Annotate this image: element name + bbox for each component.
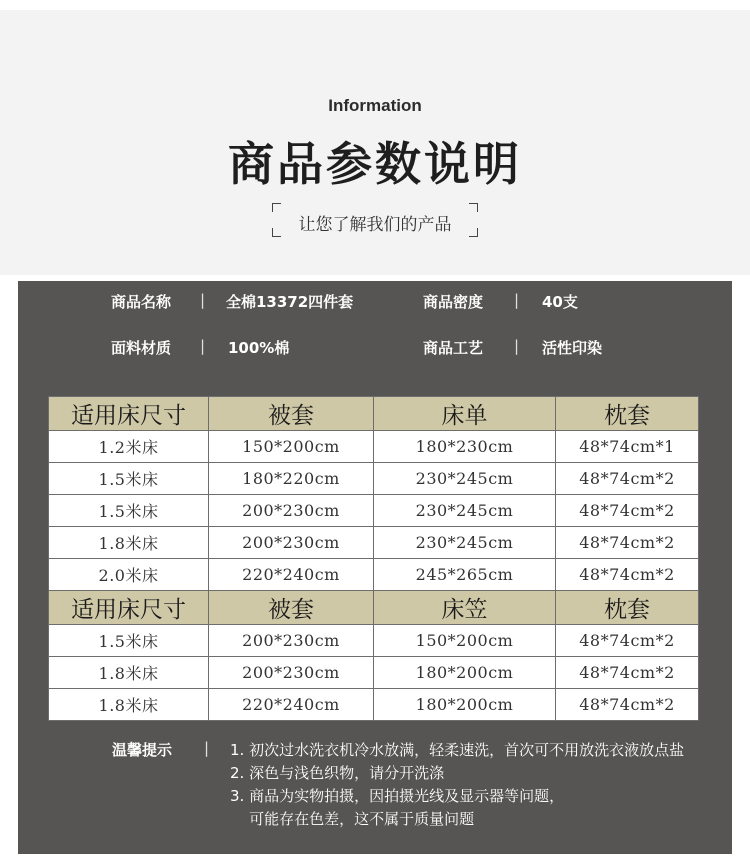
column-header: 床单 — [374, 397, 556, 431]
table-cell: 1.8米床 — [49, 527, 209, 559]
table-cell: 245*265cm — [374, 559, 556, 591]
info-value-density: 40支 — [542, 293, 578, 311]
table-cell: 150*200cm — [374, 625, 556, 657]
info-label-name: 商品名称 — [111, 293, 172, 311]
page-title: 商品参数说明 — [228, 137, 522, 191]
table-cell: 1.5米床 — [49, 463, 209, 495]
table-cell: 200*230cm — [209, 527, 374, 559]
table-cell: 48*74cm*2 — [556, 625, 699, 657]
table-row — [49, 689, 699, 721]
table-row — [49, 463, 699, 495]
column-header: 适用床尺寸 — [49, 397, 209, 431]
table-row — [49, 527, 699, 559]
info-separator: | — [200, 337, 206, 355]
tip-line: 1. 初次过水洗衣机冷水放满，轻柔速洗，首次可不用放洗衣液放点盐 — [230, 741, 685, 759]
table-cell: 180*200cm — [374, 689, 556, 721]
table-cell: 180*200cm — [374, 657, 556, 689]
table-cell: 1.8米床 — [49, 689, 209, 721]
table-cell: 48*74cm*2 — [556, 657, 699, 689]
info-value-process: 活性印染 — [542, 339, 603, 357]
tip-line: 可能存在色差，这不属于质量问题 — [230, 810, 475, 828]
subtitle-text: 让您了解我们的产品 — [298, 215, 452, 235]
table-cell: 200*230cm — [209, 495, 374, 527]
table-cell: 200*230cm — [209, 657, 374, 689]
table-cell: 220*240cm — [209, 559, 374, 591]
table-cell: 180*230cm — [374, 431, 556, 463]
header-section — [0, 10, 750, 275]
column-header: 枕套 — [556, 397, 699, 431]
table-cell: 1.5米床 — [49, 495, 209, 527]
spec-panel — [18, 281, 732, 854]
table-row — [49, 559, 699, 591]
info-label-process: 商品工艺 — [423, 339, 484, 357]
table-row — [49, 431, 699, 463]
table-cell: 220*240cm — [209, 689, 374, 721]
english-title: Information — [328, 96, 422, 115]
info-label-density: 商品密度 — [423, 293, 484, 311]
column-header: 床笠 — [374, 591, 556, 625]
tips-label: 温馨提示 — [112, 741, 173, 759]
table-cell: 230*245cm — [374, 495, 556, 527]
info-value-material: 100%棉 — [228, 339, 290, 357]
column-header: 被套 — [209, 397, 374, 431]
column-header: 枕套 — [556, 591, 699, 625]
info-separator: | — [514, 291, 520, 309]
info-label-material: 面料材质 — [111, 339, 172, 357]
table-cell: 48*74cm*1 — [556, 431, 699, 463]
column-header: 被套 — [209, 591, 374, 625]
table-cell: 48*74cm*2 — [556, 689, 699, 721]
table-cell: 230*245cm — [374, 527, 556, 559]
column-header: 适用床尺寸 — [49, 591, 209, 625]
table-cell: 200*230cm — [209, 625, 374, 657]
table-cell: 2.0米床 — [49, 559, 209, 591]
info-row-2 — [18, 337, 732, 361]
table-cell: 48*74cm*2 — [556, 463, 699, 495]
table-row — [49, 625, 699, 657]
table-cell: 1.5米床 — [49, 625, 209, 657]
info-separator: | — [514, 337, 520, 355]
table-row — [49, 657, 699, 689]
table-header-row — [49, 591, 699, 625]
tip-line: 2. 深色与浅色织物，请分开洗涤 — [230, 764, 445, 782]
table-cell: 48*74cm*2 — [556, 495, 699, 527]
info-row-1 — [18, 291, 732, 315]
table-cell: 48*74cm*2 — [556, 527, 699, 559]
table-cell: 1.8米床 — [49, 657, 209, 689]
table-cell: 1.2米床 — [49, 431, 209, 463]
table-cell: 48*74cm*2 — [556, 559, 699, 591]
tips-list — [230, 739, 750, 831]
table-cell: 230*245cm — [374, 463, 556, 495]
info-separator: | — [200, 291, 206, 309]
table-cell: 150*200cm — [209, 431, 374, 463]
table-row — [49, 495, 699, 527]
tip-line: 3. 商品为实物拍摄，因拍摄光线及显示器等问题， — [230, 787, 565, 805]
subtitle-box — [272, 200, 478, 240]
tips-separator: | — [204, 739, 210, 757]
table-header-row — [49, 397, 699, 431]
table-cell: 180*220cm — [209, 463, 374, 495]
size-table — [48, 396, 699, 721]
info-value-name: 全棉13372四件套 — [226, 293, 354, 311]
